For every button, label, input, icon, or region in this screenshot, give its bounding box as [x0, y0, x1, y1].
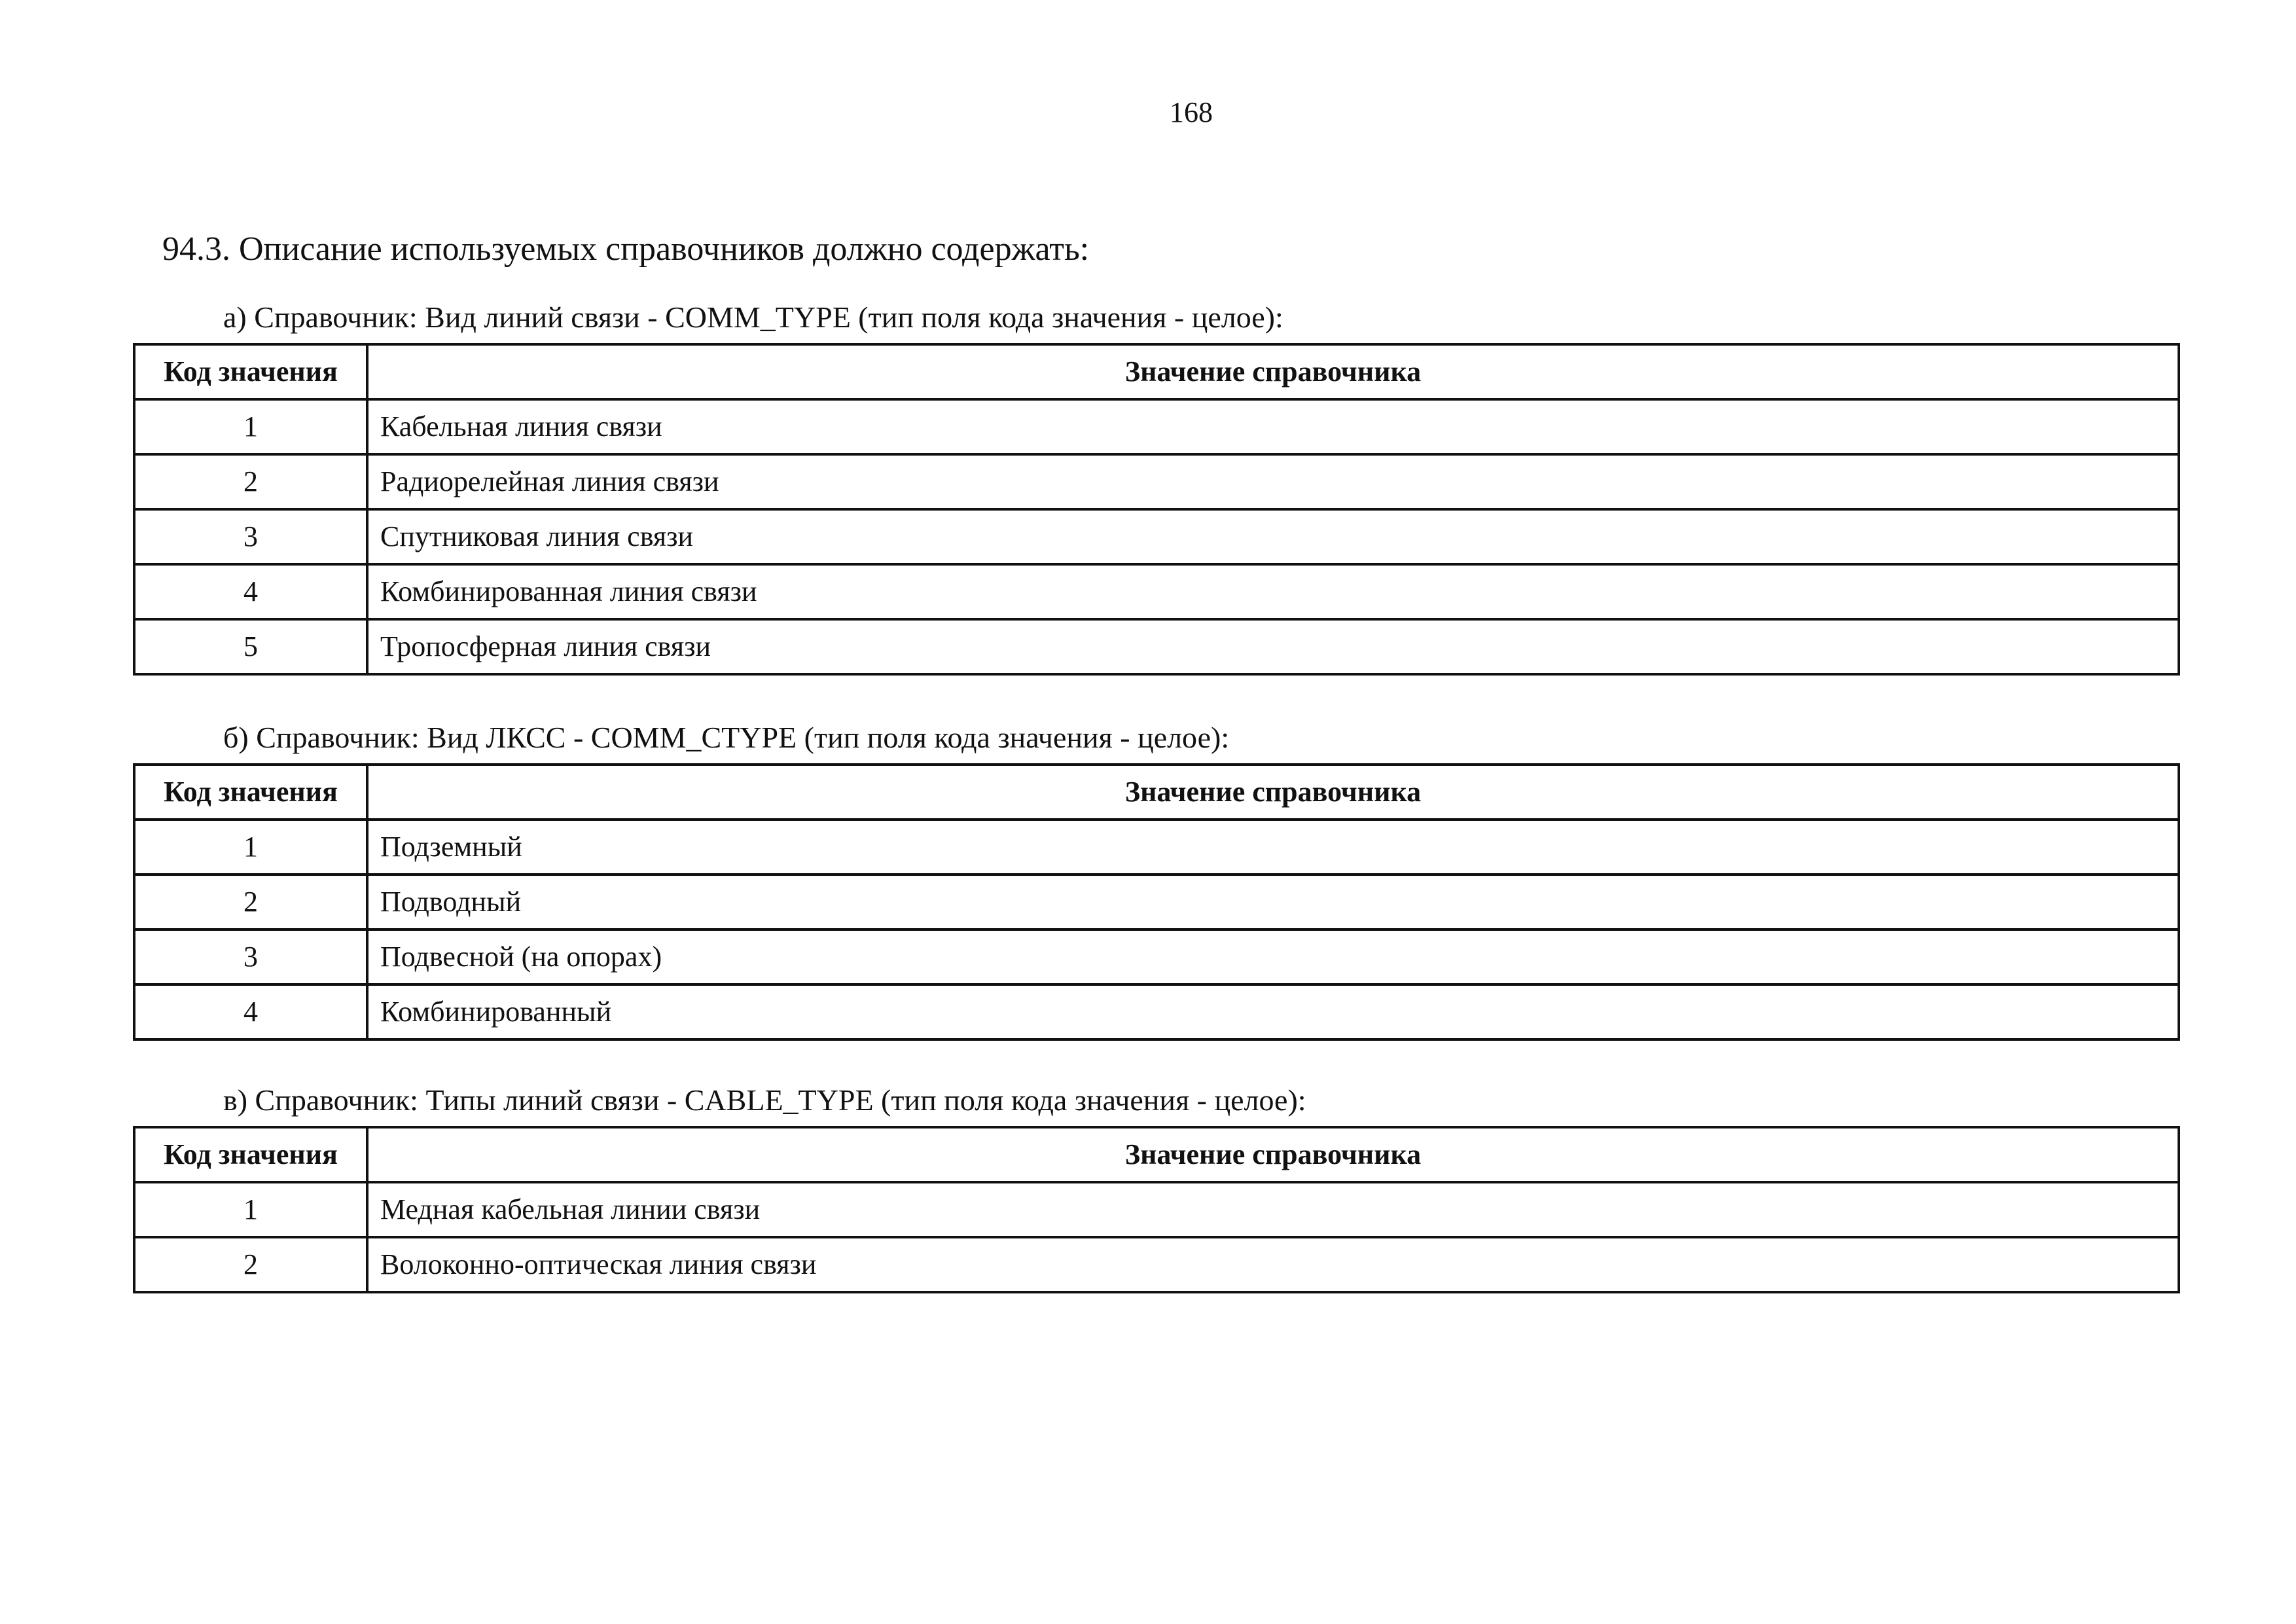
column-header-code: Код значения [134, 344, 367, 399]
table-row [134, 619, 2179, 674]
table-row [134, 564, 2179, 619]
value-cell: Подводный [367, 875, 2179, 929]
section-heading: 94.3. Описание используемых справочников должно содержать: [162, 230, 1090, 268]
code-cell: 5 [134, 619, 367, 674]
value-cell: Комбинированный [367, 984, 2179, 1039]
code-cell: 2 [134, 875, 367, 929]
value-cell: Медная кабельная линии связи [367, 1182, 2179, 1237]
table-row [134, 1182, 2179, 1237]
column-header-code: Код значения [134, 765, 367, 820]
code-cell: 3 [134, 509, 367, 564]
table-header-row [134, 1127, 2179, 1182]
code-cell: 1 [134, 399, 367, 454]
table-header-row [134, 344, 2179, 399]
column-header-value: Значение справочника [367, 1127, 2179, 1182]
table-row [134, 820, 2179, 875]
code-cell: 4 [134, 564, 367, 619]
value-cell: Волоконно-оптическая линия связи [367, 1237, 2179, 1292]
column-header-value: Значение справочника [367, 765, 2179, 820]
table-row [134, 509, 2179, 564]
value-cell: Подземный [367, 820, 2179, 875]
reference-table [133, 763, 2180, 1041]
value-cell: Подвесной (на опорах) [367, 929, 2179, 984]
value-cell: Тропосферная линия связи [367, 619, 2179, 674]
table-row [134, 454, 2179, 509]
code-cell: 2 [134, 1237, 367, 1292]
page-number: 168 [1170, 96, 1213, 128]
reference-table [133, 1126, 2180, 1293]
code-cell: 2 [134, 454, 367, 509]
table-caption: а) Справочник: Вид линий связи - COMM_TYPE (тип поля кода значения - целое): [223, 300, 1283, 334]
table-row [134, 929, 2179, 984]
table-caption: б) Справочник: Вид ЛКСС - COMM_CTYPE (тип поля кода значения - целое): [223, 721, 1230, 754]
reference-table [133, 343, 2180, 676]
table-row [134, 984, 2179, 1039]
table-caption: в) Справочник: Типы линий связи - CABLE_TYPE (тип поля кода значения - целое): [223, 1083, 1306, 1117]
value-cell: Кабельная линия связи [367, 399, 2179, 454]
column-header-value: Значение справочника [367, 344, 2179, 399]
table-row [134, 1237, 2179, 1292]
value-cell: Радиорелейная линия связи [367, 454, 2179, 509]
column-header-code: Код значения [134, 1127, 367, 1182]
value-cell: Комбинированная линия связи [367, 564, 2179, 619]
table-row [134, 399, 2179, 454]
code-cell: 1 [134, 820, 367, 875]
code-cell: 3 [134, 929, 367, 984]
table-row [134, 875, 2179, 929]
value-cell: Спутниковая линия связи [367, 509, 2179, 564]
code-cell: 1 [134, 1182, 367, 1237]
code-cell: 4 [134, 984, 367, 1039]
table-header-row [134, 765, 2179, 820]
